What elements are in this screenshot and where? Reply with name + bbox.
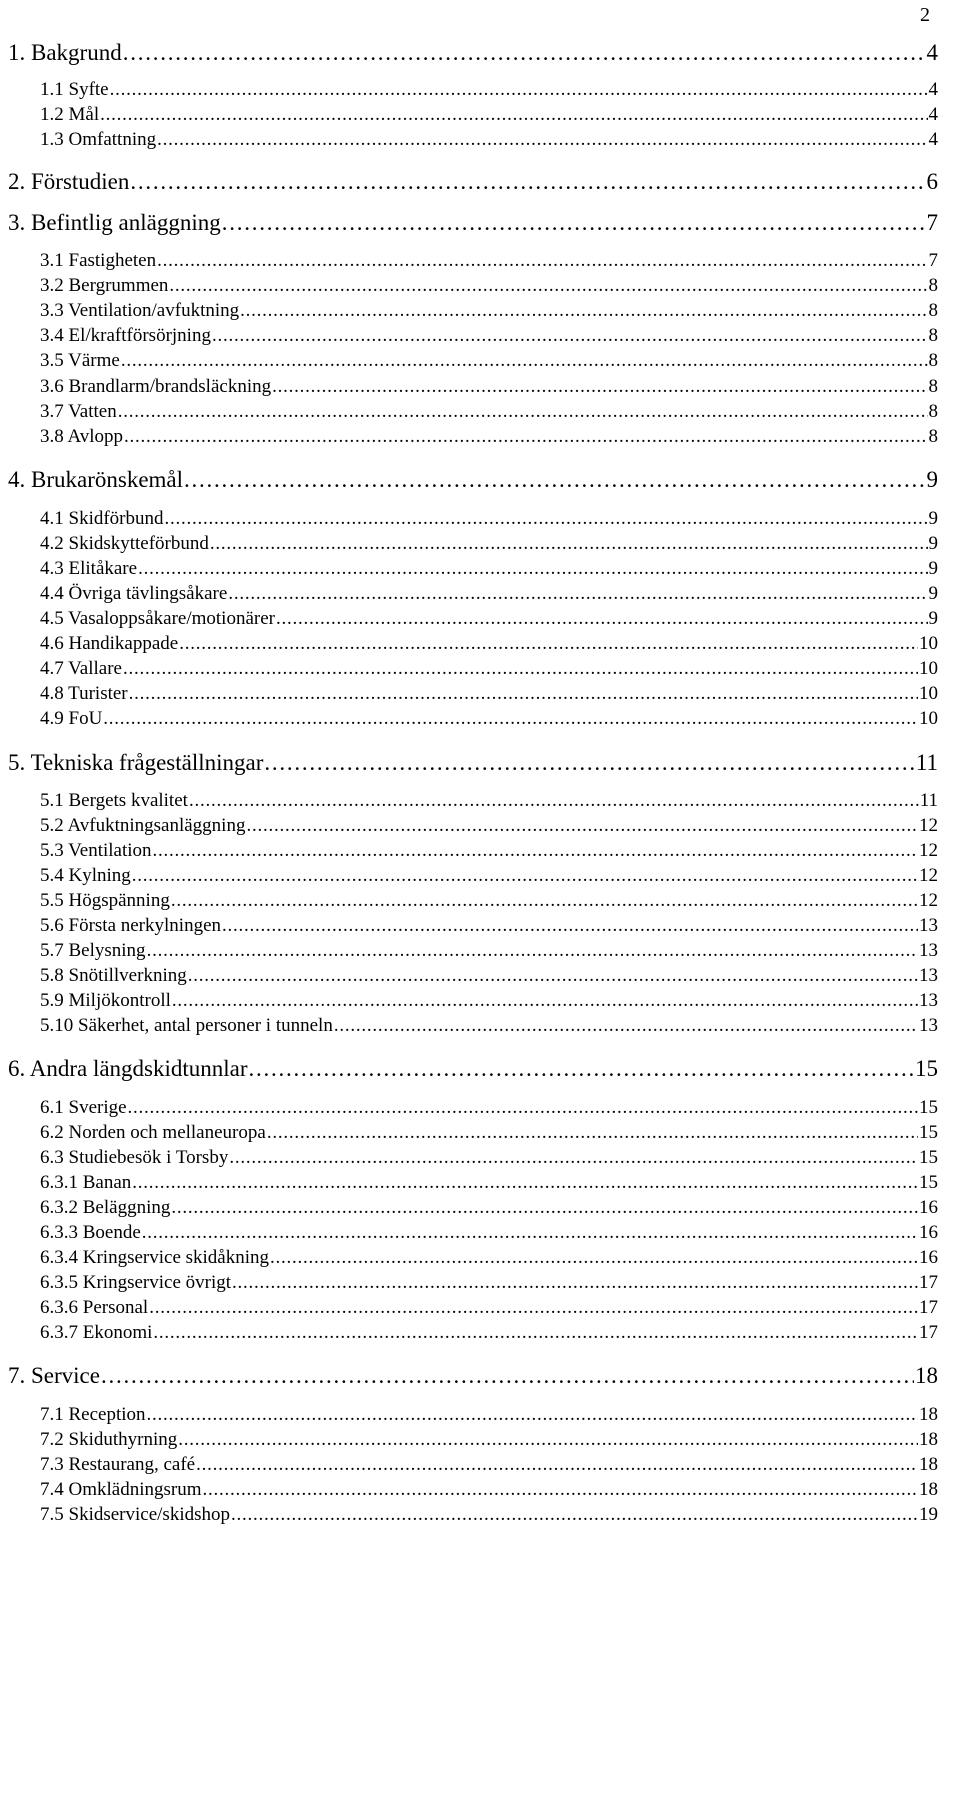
dot-leader: [169, 275, 927, 297]
toc-entry-page-number: 12: [919, 865, 938, 886]
toc-entry[interactable]: [40, 1097, 938, 1119]
toc-entry[interactable]: [40, 1297, 938, 1319]
toc-entry[interactable]: [40, 129, 938, 151]
toc-entry[interactable]: [40, 1147, 938, 1169]
toc-entry[interactable]: [40, 1404, 938, 1426]
toc-entry-page-number: 13: [919, 915, 938, 936]
toc-entry-title: 4.8 Turister: [40, 683, 128, 704]
toc-entry[interactable]: [40, 1015, 938, 1037]
dot-leader: [153, 840, 918, 862]
toc-entry-title: 3.2 Bergrummen: [40, 275, 169, 296]
toc-entry-title: 5.9 Miljökontroll: [40, 990, 171, 1011]
toc-entry-page-number: 8: [928, 426, 938, 447]
toc-entry-title: 3.4 El/kraftförsörjning: [40, 325, 211, 346]
toc-entry-page-number: 16: [919, 1222, 938, 1243]
toc-entry[interactable]: [40, 865, 938, 887]
dot-leader: [240, 300, 927, 322]
toc-entry-title: 7.5 Skidservice/skidshop: [40, 1504, 230, 1525]
dot-leader: [142, 1222, 918, 1244]
toc-entry-page-number: 15: [915, 1056, 938, 1081]
toc-entry-page-number: 4: [928, 79, 938, 100]
toc-entry-title: 6. Andra längdskidtunnlar: [8, 1056, 248, 1081]
dot-leader: [129, 683, 918, 705]
dot-leader: [128, 1097, 918, 1119]
toc-entry-page-number: 7: [926, 210, 938, 235]
toc-entry[interactable]: [40, 1504, 938, 1526]
dot-leader: [110, 79, 928, 101]
toc-entry-title: 2. Förstudien: [8, 169, 130, 194]
toc-entry-page-number: 12: [919, 840, 938, 861]
toc-entry-title: 3.7 Vatten: [40, 401, 117, 422]
toc-entry-page-number: 17: [919, 1322, 938, 1343]
toc-entry-title: 3.8 Avlopp: [40, 426, 124, 447]
toc-entry[interactable]: [40, 1122, 938, 1144]
dot-leader: [138, 558, 927, 580]
toc-entry-title: 1. Bakgrund: [8, 40, 122, 65]
toc-entry[interactable]: [40, 608, 938, 630]
toc-entry-title: 7.4 Omklädningsrum: [40, 1479, 202, 1500]
dot-leader: [124, 426, 927, 448]
toc-entry-page-number: 12: [919, 815, 938, 836]
toc-entry-page-number: 10: [919, 683, 938, 704]
dot-leader: [118, 401, 928, 423]
toc-entry-title: 1.1 Syfte: [40, 79, 109, 100]
toc-entry-title: 7.2 Skiduthyrning: [40, 1429, 178, 1450]
dot-leader: [147, 940, 918, 962]
toc-entry[interactable]: [40, 840, 938, 862]
toc-entry[interactable]: [40, 940, 938, 962]
dot-leader: [130, 169, 925, 195]
toc-entry-title: 5.3 Ventilation: [40, 840, 152, 861]
toc-entry-page-number: 4: [928, 104, 938, 125]
toc-entry-page-number: 11: [915, 750, 938, 775]
dot-leader: [132, 1172, 918, 1194]
toc-entry-page-number: 7: [928, 250, 938, 271]
toc-entry-title: 4.7 Vallare: [40, 658, 122, 679]
toc-entry[interactable]: [40, 658, 938, 680]
toc-entry[interactable]: [40, 990, 938, 1012]
toc-entry-page-number: 18: [919, 1479, 938, 1500]
dot-leader: [149, 1297, 918, 1319]
toc-entry[interactable]: [40, 1172, 938, 1194]
dot-leader: [153, 1322, 918, 1344]
dot-leader: [272, 376, 927, 398]
toc-entry-page-number: 18: [919, 1454, 938, 1475]
dot-leader: [189, 790, 919, 812]
toc-entry-title: 5.7 Belysning: [40, 940, 146, 961]
dot-leader: [103, 708, 918, 730]
toc-entry-title: 5.6 Första nerkylningen: [40, 915, 222, 936]
toc-entry-title: 6.3.1 Banan: [40, 1172, 132, 1193]
dot-leader: [203, 1479, 919, 1501]
toc-entry[interactable]: [40, 890, 938, 912]
toc-entry-page-number: 4: [928, 129, 938, 150]
toc-entry-page-number: 18: [919, 1429, 938, 1450]
dot-leader: [123, 658, 918, 680]
toc-entry[interactable]: [40, 350, 938, 372]
toc-entry-page-number: 9: [928, 583, 938, 604]
toc-entry-page-number: 15: [919, 1172, 938, 1193]
dot-leader: [165, 508, 928, 530]
dot-leader: [264, 750, 914, 776]
toc-entry-page-number: 12: [919, 890, 938, 911]
dot-leader: [100, 104, 927, 126]
toc-entry[interactable]: [40, 633, 938, 655]
toc-entry-page-number: 18: [919, 1404, 938, 1425]
dot-leader: [157, 250, 927, 272]
dot-leader: [121, 350, 928, 372]
dot-leader: [334, 1015, 918, 1037]
toc-entry[interactable]: [40, 1197, 938, 1219]
toc-entry[interactable]: [40, 815, 938, 837]
toc-entry[interactable]: [40, 104, 938, 126]
toc-entry-title: 4.4 Övriga tävlingsåkare: [40, 583, 228, 604]
toc-entry-title: 7. Service: [8, 1363, 100, 1388]
dot-leader: [171, 890, 918, 912]
toc-entry[interactable]: [40, 376, 938, 398]
toc-entry[interactable]: [8, 210, 938, 236]
toc-entry-page-number: 9: [926, 467, 938, 492]
toc-entry[interactable]: [40, 915, 938, 937]
toc-entry-title: 1.3 Omfattning: [40, 129, 157, 150]
toc-entry-page-number: 9: [928, 508, 938, 529]
toc-entry-page-number: 9: [928, 558, 938, 579]
toc-entry-title: 7.1 Reception: [40, 1404, 146, 1425]
dot-leader: [229, 1147, 918, 1169]
toc-entry[interactable]: [40, 1272, 938, 1294]
toc-entry-title: 6.1 Sverige: [40, 1097, 127, 1118]
toc-entry-page-number: 10: [919, 658, 938, 679]
toc-entry-title: 5.5 Högspänning: [40, 890, 170, 911]
toc-entry-page-number: 18: [915, 1363, 938, 1388]
toc-entry-title: 6.3.4 Kringservice skidåkning: [40, 1247, 270, 1268]
dot-leader: [222, 915, 918, 937]
dot-leader: [184, 467, 925, 493]
dot-leader: [171, 1197, 918, 1219]
toc-entry-title: 4.3 Elitåkare: [40, 558, 138, 579]
toc-entry[interactable]: [8, 40, 938, 66]
toc-entry[interactable]: [40, 300, 938, 322]
toc-entry[interactable]: [40, 1222, 938, 1244]
dot-leader: [101, 1363, 914, 1389]
toc-entry-title: 4.5 Vasaloppsåkare/motionärer: [40, 608, 275, 629]
toc-entry-page-number: 11: [919, 790, 938, 811]
toc-entry-page-number: 9: [928, 608, 938, 629]
toc-entry[interactable]: [40, 79, 938, 101]
dot-leader: [147, 1404, 918, 1426]
toc-entry-title: 7.3 Restaurang, café: [40, 1454, 196, 1475]
toc-entry-title: 4.1 Skidförbund: [40, 508, 164, 529]
toc-entry-title: 3. Befintlig anläggning: [8, 210, 221, 235]
toc-entry-page-number: 8: [928, 275, 938, 296]
toc-entry-page-number: 15: [919, 1147, 938, 1168]
toc-entry-title: 6.2 Norden och mellaneuropa: [40, 1122, 266, 1143]
toc-entry-page-number: 10: [919, 708, 938, 729]
toc-entry-title: 4.6 Handikappade: [40, 633, 179, 654]
toc-entry-page-number: 4: [926, 40, 938, 65]
toc-entry-title: 6.3.3 Boende: [40, 1222, 141, 1243]
toc-entry[interactable]: [40, 1322, 938, 1344]
toc-entry-page-number: 8: [928, 401, 938, 422]
toc-entry-title: 6.3.2 Beläggning: [40, 1197, 171, 1218]
toc-entry-page-number: 17: [919, 1272, 938, 1293]
toc-entry[interactable]: [40, 558, 938, 580]
dot-leader: [270, 1247, 918, 1269]
toc-entry[interactable]: [40, 583, 938, 605]
toc-entry-page-number: 16: [919, 1247, 938, 1268]
dot-leader: [249, 1056, 914, 1082]
dot-leader: [196, 1454, 918, 1476]
toc-entry-page-number: 16: [919, 1197, 938, 1218]
toc-entry-page-number: 8: [928, 325, 938, 346]
toc-entry-title: 5. Tekniska frågeställningar: [8, 750, 264, 775]
toc-entry-page-number: 8: [928, 300, 938, 321]
toc-entry[interactable]: [40, 508, 938, 530]
dot-leader: [232, 1272, 918, 1294]
toc-entry-title: 3.5 Värme: [40, 350, 120, 371]
toc-entry-title: 6.3.7 Ekonomi: [40, 1322, 153, 1343]
toc-entry-title: 6.3.5 Kringservice övrigt: [40, 1272, 232, 1293]
toc-entry-page-number: 8: [928, 376, 938, 397]
toc-entry[interactable]: [40, 250, 938, 272]
toc-entry[interactable]: [40, 708, 938, 730]
toc-entry-page-number: 8: [928, 350, 938, 371]
toc-entry-page-number: 10: [919, 633, 938, 654]
toc-entry[interactable]: [40, 965, 938, 987]
toc-entry[interactable]: [40, 790, 938, 812]
page-number: 2: [920, 4, 930, 26]
dot-leader: [188, 965, 918, 987]
toc-entry-page-number: 15: [919, 1122, 938, 1143]
toc-entry-title: 5.8 Snötillverkning: [40, 965, 187, 986]
dot-leader: [172, 990, 918, 1012]
toc-entry-title: 4. Brukarönskemål: [8, 467, 184, 492]
dot-leader: [123, 40, 926, 66]
toc-entry-title: 6.3 Studiebesök i Torsby: [40, 1147, 229, 1168]
toc-entry-title: 5.1 Bergets kvalitet: [40, 790, 188, 811]
toc-entry-page-number: 15: [919, 1097, 938, 1118]
toc-entry[interactable]: [40, 533, 938, 555]
toc-entry-title: 3.6 Brandlarm/brandsläckning: [40, 376, 272, 397]
toc-entry-title: 5.10 Säkerhet, antal personer i tunneln: [40, 1015, 333, 1036]
toc-entry-page-number: 13: [919, 940, 938, 961]
toc-entry[interactable]: [40, 1429, 938, 1451]
toc-entry-title: 3.3 Ventilation/avfuktning: [40, 300, 240, 321]
toc-entry[interactable]: [8, 1056, 938, 1082]
toc-entry-page-number: 13: [919, 990, 938, 1011]
toc-entry[interactable]: [40, 1247, 938, 1269]
toc-entry[interactable]: [8, 467, 938, 493]
toc-entry[interactable]: [40, 1479, 938, 1501]
toc-entry[interactable]: [8, 169, 938, 195]
toc-entry-page-number: 9: [928, 533, 938, 554]
dot-leader: [276, 608, 928, 630]
toc-entry-title: 5.2 Avfuktningsanläggning: [40, 815, 246, 836]
toc-entry-page-number: 19: [919, 1504, 938, 1525]
toc-entry-page-number: 17: [919, 1297, 938, 1318]
toc-entry[interactable]: [40, 275, 938, 297]
toc-entry-page-number: 13: [919, 1015, 938, 1036]
toc-entry-page-number: 13: [919, 965, 938, 986]
toc-entry-title: 5.4 Kylning: [40, 865, 131, 886]
dot-leader: [228, 583, 927, 605]
dot-leader: [210, 533, 928, 555]
toc-entry-title: 3.1 Fastigheten: [40, 250, 157, 271]
toc-entry[interactable]: [40, 325, 938, 347]
dot-leader: [267, 1122, 918, 1144]
toc-entry[interactable]: [40, 683, 938, 705]
dot-leader: [157, 129, 927, 151]
toc-entry-title: 1.2 Mål: [40, 104, 100, 125]
toc-entry[interactable]: [40, 426, 938, 448]
dot-leader: [246, 815, 918, 837]
toc-entry-title: 6.3.6 Personal: [40, 1297, 149, 1318]
dot-leader: [222, 210, 926, 236]
toc-entry-title: 4.9 FoU: [40, 708, 103, 729]
dot-leader: [212, 325, 928, 347]
toc-entry[interactable]: [8, 1363, 938, 1389]
dot-leader: [179, 633, 918, 655]
dot-leader: [178, 1429, 918, 1451]
toc-entry-title: 4.2 Skidskytteförbund: [40, 533, 209, 554]
dot-leader: [132, 865, 918, 887]
toc-entry-page-number: 6: [926, 169, 938, 194]
dot-leader: [231, 1504, 918, 1526]
toc-entry[interactable]: [40, 1454, 938, 1476]
toc-entry[interactable]: [8, 750, 938, 776]
toc-entry[interactable]: [40, 401, 938, 423]
